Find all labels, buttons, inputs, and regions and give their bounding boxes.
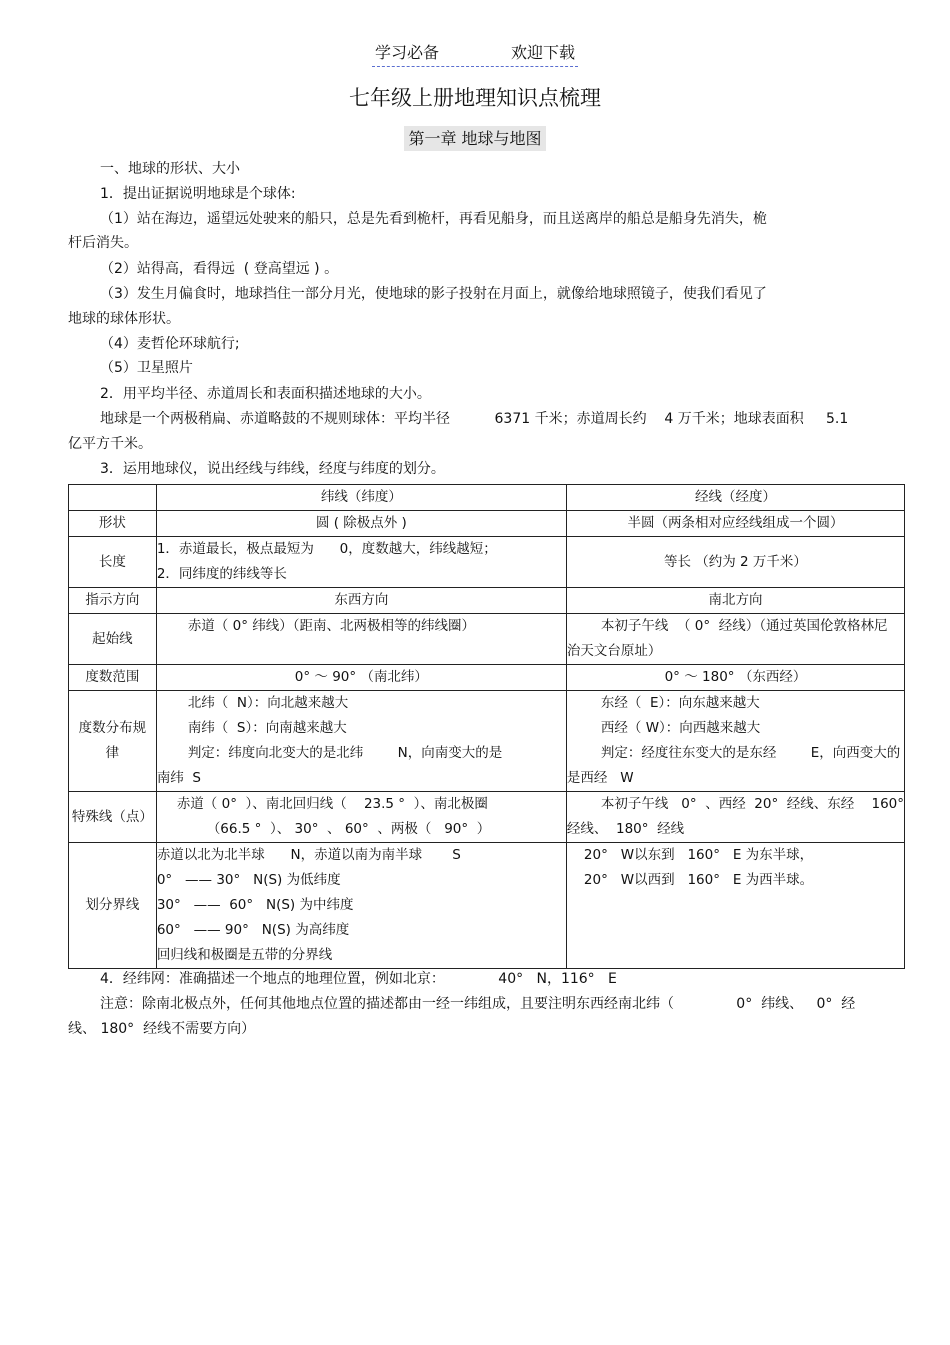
table-corner-cell — [69, 485, 157, 511]
earth-size-line-1: 地球是一个两极稍扁、赤道略鼓的不规则球体：平均半径 6371 千米；赤道周长约 4 万千米；地球表面积 5.1 — [100, 411, 849, 427]
table-row — [69, 614, 905, 665]
evidence-1-line-2: 杆后消失。 — [68, 235, 138, 251]
cell-line: 判定：纬度向北变大的是北纬 N，向南变大的是 — [187, 745, 503, 761]
cell-line: 30° —— 60° N(S) 为中纬度 — [156, 897, 354, 913]
cell-line: 是西经 W — [566, 770, 634, 786]
item-1: 1．提出证据说明地球是个球体: — [100, 186, 296, 202]
cell-value: 等长 （约为 2 万千米） — [566, 537, 904, 588]
earth-size-line-2: 亿平方千米。 — [68, 436, 152, 452]
cell-value — [156, 843, 566, 969]
cell-value — [156, 537, 566, 588]
item-4: 4．经纬网：准确描述一个地点的地理位置，例如北京： 40° N，116° E — [100, 971, 617, 987]
lat-lon-comparison-table — [68, 484, 905, 969]
cell-line: 本初子午线 （ 0° 经线）（通过英国伦敦格林尼 — [600, 618, 888, 634]
evidence-2: （2）站得高，看得远 ( 登高望远 ) 。 — [100, 261, 339, 277]
section-heading: 一、地球的形状、大小 — [100, 161, 240, 177]
cell-value: 0° ～ 180° （东西经） — [566, 665, 904, 691]
cell-value: 圆 ( 除极点外 ) — [156, 511, 566, 537]
evidence-3-line-1: （3）发生月偏食时，地球挡住一部分月光，使地球的影子投射在月面上，就像给地球照镜子，使我们看见了 — [100, 286, 767, 302]
document-title: 七年级上册地理知识点梳理 — [349, 86, 601, 110]
table-row — [69, 792, 905, 843]
cell-line: 东经（ E）：向东越来越大 — [600, 695, 760, 711]
cell-value: 半圆（两条相对应经线组成一个圆） — [566, 511, 904, 537]
item-3: 3．运用地球仪，说出经线与纬线，经度与纬度的划分。 — [100, 461, 445, 477]
cell-line: 经线、 180° 经线 — [566, 821, 685, 837]
cell-value — [156, 792, 566, 843]
cell-value: 赤道（ 0° 纬线）（距南、北两极相等的纬线圈） — [156, 614, 566, 665]
row-label-line: 律 — [105, 745, 120, 761]
evidence-4: （4）麦哲伦环球航行; — [100, 336, 240, 352]
header-longitude: 经线（经度） — [566, 485, 904, 511]
cell-line: 北纬（ N）：向北越来越大 — [187, 695, 349, 711]
cell-line: 本初子午线 0° 、西经 20° 经线、东经 160° — [600, 796, 904, 812]
table-row — [69, 511, 905, 537]
cell-value — [156, 691, 566, 792]
cell-line: 20° W以西到 160° E 为西半球。 — [583, 872, 814, 888]
cell-line: 南纬 S — [156, 770, 201, 786]
cell-value: 南北方向 — [566, 588, 904, 614]
evidence-5: （5）卫星照片 — [100, 360, 193, 376]
table-row — [69, 485, 905, 511]
cell-line: 西经（ W）：向西越来越大 — [600, 720, 761, 736]
note-line-1: 注意：除南北极点外，任何其他地点位置的描述都由一经一纬组成，且要注明东西经南北纬（ 0° 纬线、 0° 经 — [100, 996, 856, 1012]
cell-line: 2．同纬度的纬线等长 — [156, 566, 287, 582]
cell-line: 治天文台原址） — [566, 643, 662, 659]
cell-line: 20° W以东到 160° E 为东半球， — [583, 847, 814, 863]
header-latitude: 纬线（纬度） — [156, 485, 566, 511]
cell-line: 赤道（ 0° ）、南北回归线（ 23.5 ° ）、南北极圈 — [176, 796, 488, 812]
row-label: 指示方向 — [69, 588, 157, 614]
cell-line: 0° —— 30° N(S) 为低纬度 — [156, 872, 341, 888]
cell-line: 判定：经度往东变大的是东经 E，向西变大的 — [600, 745, 901, 761]
chapter-heading — [0, 126, 950, 149]
row-label: 度数范围 — [69, 665, 157, 691]
item-2: 2．用平均半径、赤道周长和表面积描述地球的大小。 — [100, 386, 431, 402]
cell-value — [566, 792, 904, 843]
chapter-title: 第一章 地球与地图 — [404, 126, 545, 151]
cell-line: （66.5 ° ）、 30° 、 60° 、两极（ 90° ） — [206, 821, 491, 837]
cell-line: 南纬（ S）：向南越来越大 — [187, 720, 347, 736]
row-label: 起始线 — [69, 614, 157, 665]
evidence-1-line-1: （1）站在海边，遥望远处驶来的船只，总是先看到桅杆，再看见船身，而且送离岸的船总是船身先消失，桅 — [100, 211, 767, 227]
cell-value — [566, 691, 904, 792]
row-label — [69, 691, 157, 792]
cell-value: 东西方向 — [156, 588, 566, 614]
page-header — [0, 40, 950, 67]
cell-line: 60° —— 90° N(S) 为高纬度 — [156, 922, 350, 938]
row-label-line: 度数分布规 — [78, 720, 147, 736]
header-left: 学习必备 — [374, 43, 439, 62]
cell-value — [566, 614, 904, 665]
row-label: 长度 — [69, 537, 157, 588]
header-banner — [372, 40, 578, 67]
cell-line: 1．赤道最长，极点最短为 0，度数越大，纬线越短； — [156, 541, 497, 557]
row-label: 特殊线（点） — [69, 792, 157, 843]
cell-value: 0° ～ 90° （南北纬） — [156, 665, 566, 691]
row-label: 形状 — [69, 511, 157, 537]
header-right: 欢迎下载 — [511, 43, 576, 62]
cell-value — [566, 843, 904, 969]
table-row — [69, 691, 905, 792]
evidence-3-line-2: 地球的球体形状。 — [68, 311, 180, 327]
cell-line: 回归线和极圈是五带的分界线 — [156, 947, 333, 963]
table-row — [69, 665, 905, 691]
table-row — [69, 588, 905, 614]
row-label: 划分界线 — [69, 843, 157, 969]
table-row — [69, 843, 905, 969]
cell-line: 赤道以北为北半球 N，赤道以南为南半球 S — [156, 847, 461, 863]
table-row — [69, 537, 905, 588]
note-line-2: 线、 180° 经线不需要方向） — [68, 1021, 256, 1037]
